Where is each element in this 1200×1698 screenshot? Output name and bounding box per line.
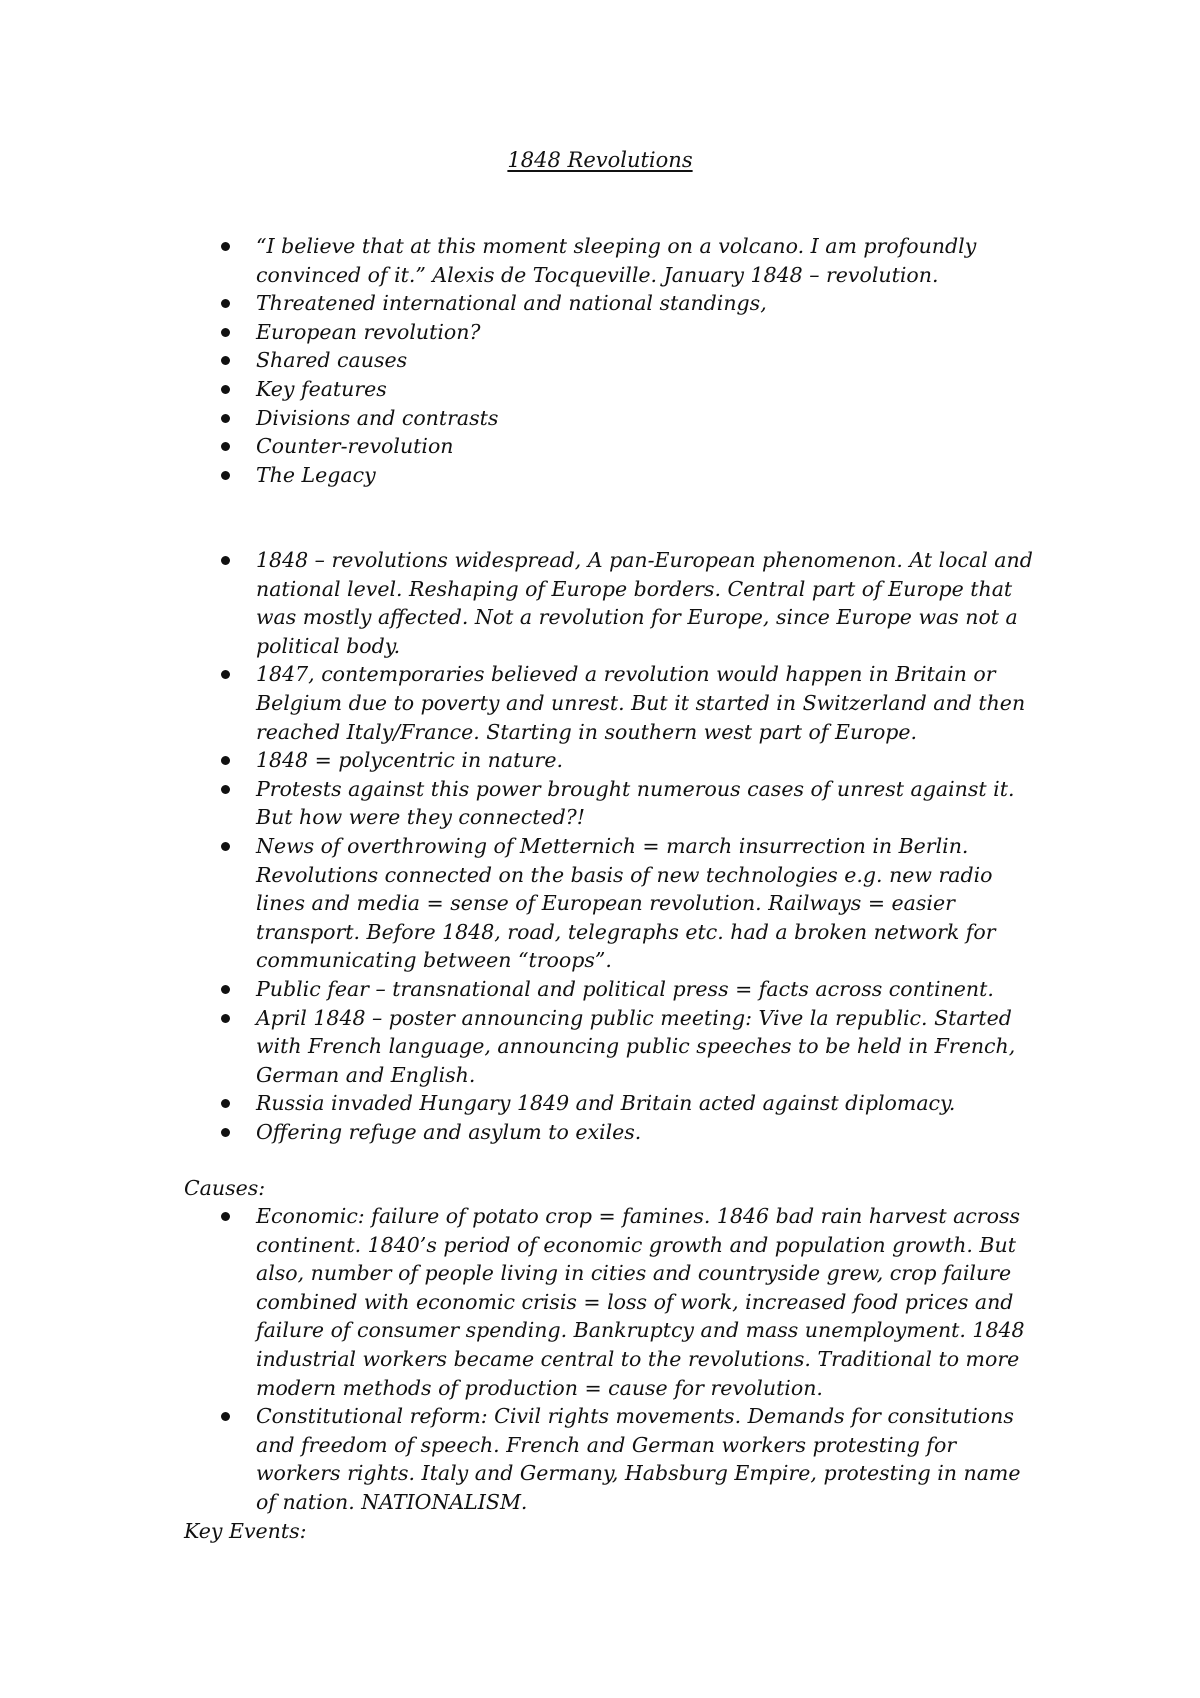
list-item: Constitutional reform: Civil rights movements. Demands for consitutions and freedom of speech. French and German workers protesting for workers rights. Italy and Germany, Habsburg Empire, protesting in name of nation. NATIONALISM. — [256, 1402, 1036, 1516]
list-item: 1848 – revolutions widespread, A pan-European phenomenon. At local and national level. Reshaping of Europe borders. Central part of Europe that was mostly affected. Not a revolution for Europe, since Europe was not a political body. — [256, 546, 1036, 660]
list-item: Russia invaded Hungary 1849 and Britain acted against diplomacy. — [256, 1089, 1036, 1118]
intro-bullet-list — [256, 232, 1036, 489]
list-item: Threatened international and national standings, — [256, 289, 1036, 318]
list-item: “I believe that at this moment sleeping on a volcano. I am profoundly convinced of it.” Alexis de Tocqueville. January 1848 – revolution. — [256, 232, 1036, 289]
list-item: Public fear – transnational and political press = facts across continent. — [256, 975, 1036, 1004]
causes-bullet-list — [256, 1202, 1036, 1517]
page-title: 1848 Revolutions — [507, 148, 693, 172]
main-bullet-list — [256, 546, 1036, 1146]
list-item: News of overthrowing of Metternich = march insurrection in Berlin. Revolutions connected on the basis of new technologies e.g. new radio lines and media = sense of European revolution. Railways = easier transport. Before 1848, road, telegraphs etc. had a broken network for communicating between “troops”. — [256, 832, 1036, 975]
list-item: Counter-revolution — [256, 432, 1036, 461]
causes-heading: Causes: — [184, 1176, 266, 1200]
list-item: Key features — [256, 375, 1036, 404]
key-events-heading: Key Events: — [184, 1519, 307, 1543]
list-item: 1848 = polycentric in nature. — [256, 746, 1036, 775]
list-item: Protests against this power brought numerous cases of unrest against it. But how were they connected?! — [256, 775, 1036, 832]
list-item: The Legacy — [256, 461, 1036, 490]
list-item: 1847, contemporaries believed a revolution would happen in Britain or Belgium due to poverty and unrest. But it started in Switzerland and then reached Italy/France. Starting in southern west part of Europe. — [256, 660, 1036, 746]
list-item: Shared causes — [256, 346, 1036, 375]
list-item: April 1848 – poster announcing public meeting: Vive la republic. Started with French language, announcing public speeches to be held in French, German and English. — [256, 1004, 1036, 1090]
list-item: Offering refuge and asylum to exiles. — [256, 1118, 1036, 1147]
list-item: Divisions and contrasts — [256, 404, 1036, 433]
list-item: European revolution? — [256, 318, 1036, 347]
list-item: Economic: failure of potato crop = famines. 1846 bad rain harvest across continent. 1840’s period of economic growth and population growth. But also, number of people living in cities and countryside grew, crop failure combined with economic crisis = loss of work, increased food prices and failure of consumer spending. Bankruptcy and mass unemployment. 1848 industrial workers became central to the revolutions. Traditional to more modern methods of production = cause for revolution. — [256, 1202, 1036, 1402]
